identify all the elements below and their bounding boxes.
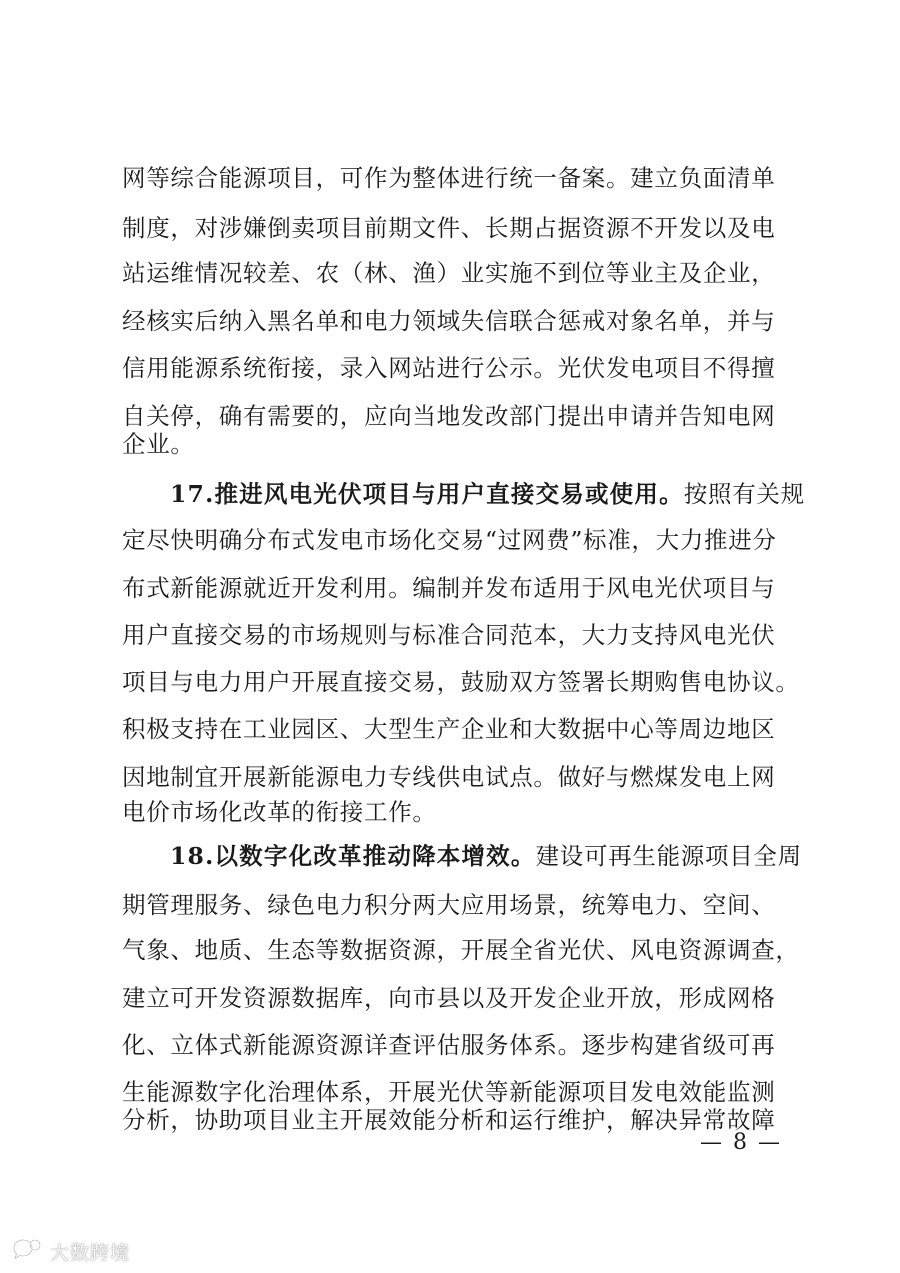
section-18-first-line-text: 建设可再生能源项目全周 [535,842,802,870]
section-18-heading: 18.以数字化改革推动降本增效。 [170,842,536,870]
paragraph-line: 企业。 [122,430,195,458]
paragraph-line: 分析，协助项目业主开展效能分析和运行维护，解决异常故障 [122,1106,776,1134]
paragraph-line: 布式新能源就近开发利用。编制并发布适用于风电光伏项目与 [122,574,776,602]
section-18-first-line [170,841,802,871]
paragraph-line: 用户直接交易的市场规则与标准合同范本，大力支持风电光伏 [122,621,776,649]
paragraph-line: 积极支持在工业园区、大型生产企业和大数据中心等周边地区 [122,715,776,743]
watermark-text: 大数跨境 [50,1241,131,1264]
paragraph-line: 自关停，确有需要的，应向当地发改部门提出申请并告知电网 [122,402,776,430]
section-17-first-line-text: 按照有关规 [683,480,805,508]
paragraph-line: 站运维情况较差、农（林、渔）业实施不到位等业主及企业， [122,259,776,287]
watermark [10,1236,130,1266]
paragraph-line: 定尽快明确分布式发电市场化交易“过网费”标准，大力推进分 [122,526,777,554]
paragraph-line: 生能源数字化治理体系，开展光伏等新能源项目发电效能监测 [122,1078,776,1106]
chat-bubble-logo-icon [10,1236,44,1266]
section-17-first-line [170,479,805,509]
paragraph-line: 制度，对涉嫌倒卖项目前期文件、长期占据资源不开发以及电 [122,214,776,242]
section-17-heading: 17.推进风电光伏项目与用户直接交易或使用。 [170,480,684,508]
paragraph-line: 化、立体式新能源资源详查评估服务体系。逐步构建省级可再 [122,1031,776,1059]
page-number: — 8 — [700,1130,782,1155]
paragraph-line: 因地制宜开展新能源电力专线供电试点。做好与燃煤发电上网 [122,763,776,791]
paragraph-line: 信用能源系统衔接，录入网站进行公示。光伏发电项目不得擅 [122,354,776,382]
paragraph-line: 建立可开发资源数据库，向市县以及开发企业开放，形成网格 [122,984,776,1012]
paragraph-line: 气象、地质、生态等数据资源，开展全省光伏、风电资源调查， [122,936,800,964]
paragraph-line: 网等综合能源项目，可作为整体进行统一备案。建立负面清单 [122,164,776,192]
paragraph-line: 期管理服务、绿色电力积分两大应用场景，统筹电力、空间、 [122,891,776,919]
paragraph-line: 电价市场化改革的衔接工作。 [122,798,437,826]
paragraph-line: 经核实后纳入黑名单和电力领域失信联合惩戒对象名单，并与 [122,307,776,335]
paragraph-line: 项目与电力用户开展直接交易，鼓励双方签署长期购售电协议。 [122,668,800,696]
